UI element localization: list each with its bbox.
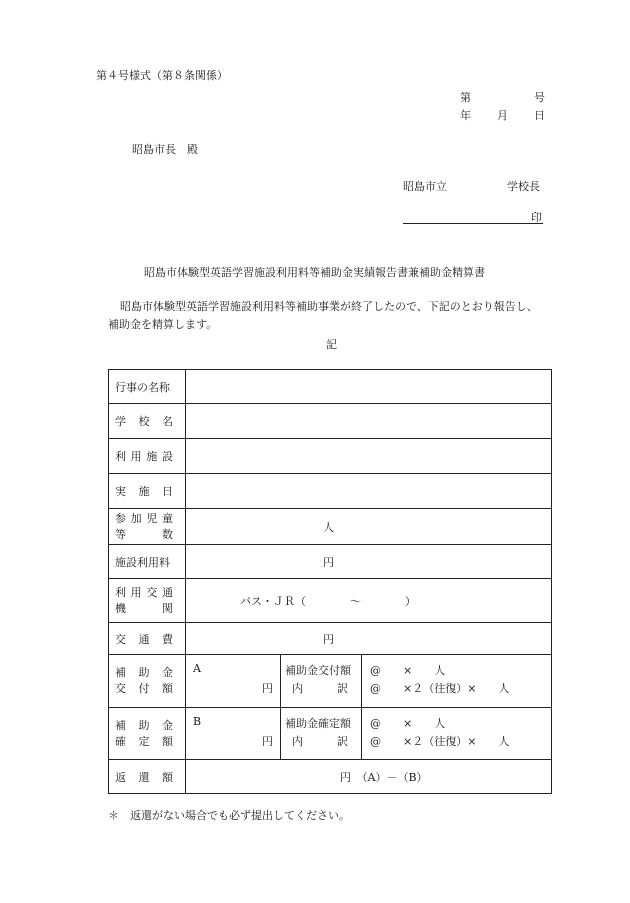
transport-cost-label: 交 通 費 — [109, 623, 186, 655]
school-name-value[interactable] — [186, 404, 552, 439]
refund-formula: 円 （A）－（B） — [340, 770, 428, 784]
event-name-label: 行事の名称 — [109, 370, 186, 404]
transport-cost-value[interactable] — [186, 623, 552, 655]
date-value[interactable] — [186, 474, 552, 509]
participants-unit: 人 — [323, 520, 334, 534]
grant-calc-line1: @ × 人 — [370, 664, 446, 677]
year-label: 年 — [460, 109, 471, 122]
recipient: 昭島市長 殿 — [132, 143, 198, 156]
date-label: 実 施 日 — [109, 474, 186, 509]
final-unit: 円 — [262, 735, 273, 748]
facility-fee-value[interactable] — [186, 545, 552, 579]
seal-label: 印 — [531, 211, 542, 224]
signature-line — [403, 209, 543, 224]
grant-calc-line2: @ ×２（往復）× 人 — [370, 682, 510, 695]
final-grant-label: 補 助 金 確 定 額 — [109, 708, 186, 760]
grant-value — [186, 655, 552, 708]
principal-label: 学校長 — [507, 180, 540, 193]
final-grant-value — [186, 708, 552, 760]
refund-label: 返 還 額 — [109, 760, 186, 794]
month-label: 月 — [497, 109, 508, 122]
participants-label: 参 加 児 童 等 数 — [109, 509, 186, 545]
grant-unit: 円 — [262, 682, 273, 695]
grant-mark: A — [193, 662, 201, 675]
final-breakdown-label: 補助金確定額 内 訳 — [281, 708, 362, 759]
transport-value[interactable] — [186, 579, 552, 623]
grant-breakdown-label: 補助金交付額 内 訳 — [281, 655, 362, 707]
day-label: 日 — [534, 109, 545, 122]
school-prefix: 昭島市立 — [403, 180, 447, 193]
event-name-value[interactable] — [186, 370, 552, 404]
final-calc-line1: @ × 人 — [370, 717, 446, 730]
school-name-label: 学 校 名 — [109, 404, 186, 439]
form-number: 第４号様式（第８条関係） — [96, 69, 228, 82]
document-title: 昭島市体験型英語学習施設利用料等補助金実績報告書兼補助金精算書 — [144, 266, 485, 279]
transport-label: 利 用 交 通 機 関 — [109, 579, 186, 623]
intro-text-line2: 補助金を精算します。 — [108, 318, 218, 331]
go-label: 号 — [534, 91, 545, 104]
report-table — [108, 369, 552, 794]
grant-calculation[interactable] — [362, 655, 551, 707]
transport-cost-unit: 円 — [323, 632, 334, 646]
facility-value[interactable] — [186, 439, 552, 474]
final-mark: B — [193, 715, 202, 728]
participants-value[interactable] — [186, 509, 552, 545]
facility-fee-unit: 円 — [323, 555, 334, 569]
number-label: 第 — [460, 91, 471, 104]
grant-label: 補 助 金 交 付 額 — [109, 655, 186, 708]
intro-text-line1: 昭島市体験型英語学習施設利用料等補助事業が終了したので、下記のとおり報告し、 — [120, 300, 538, 313]
final-calc-line2: @ ×２（往復）× 人 — [370, 735, 510, 748]
footnote: ＊ 返還がない場合でも必ず提出してください。 — [108, 809, 350, 822]
ki-heading: 記 — [326, 338, 337, 351]
facility-label: 利 用 施 設 — [109, 439, 186, 474]
grant-amount-cell[interactable] — [186, 655, 281, 707]
transport-text: バス・ＪＲ（ ～ ） — [240, 594, 416, 608]
refund-value[interactable] — [186, 760, 552, 794]
final-calculation[interactable] — [362, 708, 551, 759]
facility-fee-label: 施設利用料 — [109, 545, 186, 579]
final-amount-cell[interactable] — [186, 708, 281, 759]
